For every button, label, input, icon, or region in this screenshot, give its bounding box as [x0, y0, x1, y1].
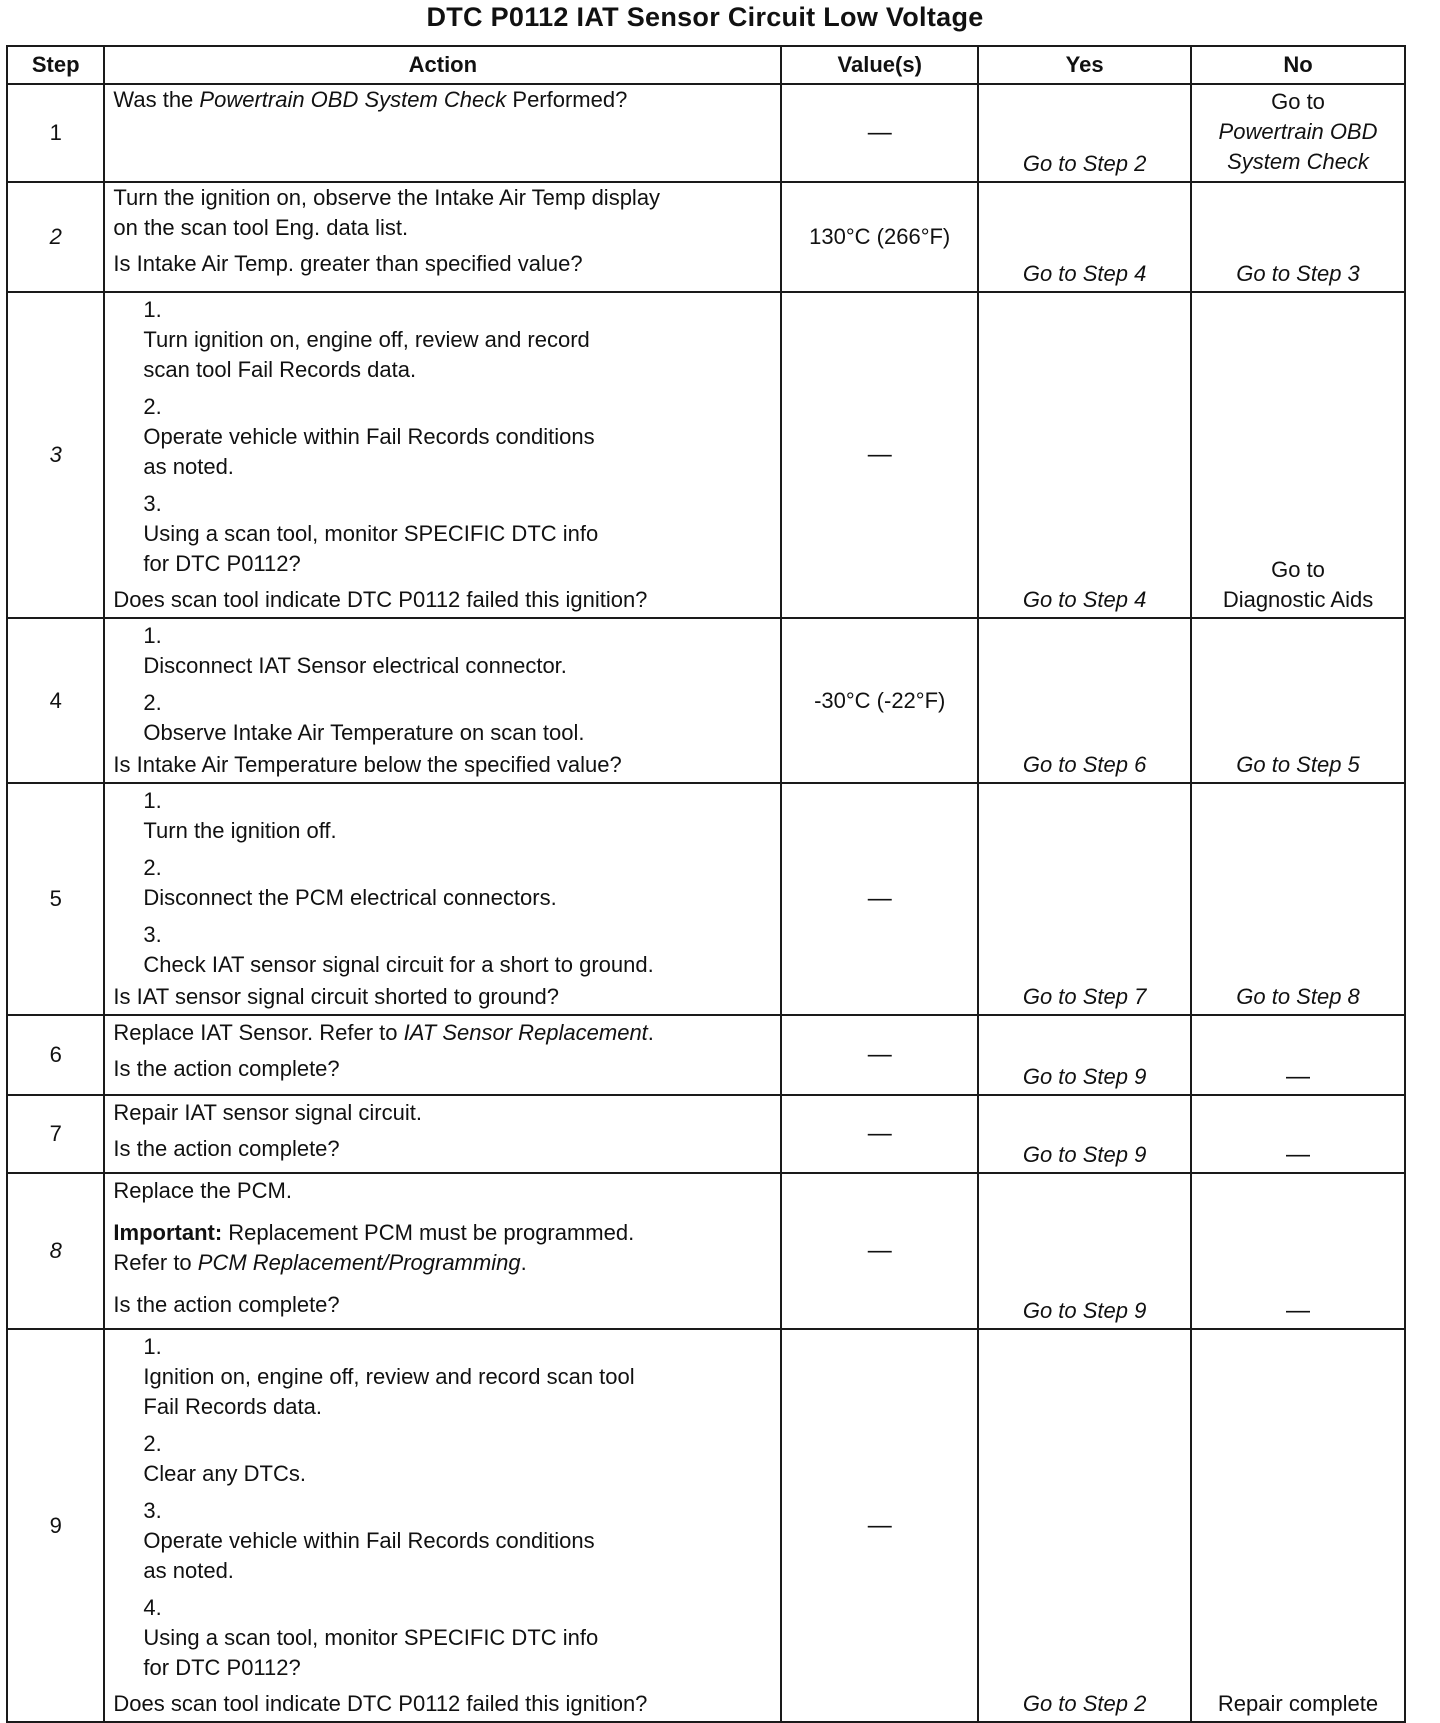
step-number: 8 [7, 1173, 104, 1329]
yes-cell: Go to Step 6 [978, 618, 1191, 783]
table-row [7, 84, 1405, 182]
no-cell: Go to Step 5 [1191, 618, 1405, 783]
table-row [7, 1015, 1405, 1095]
action-cell: 1. Turn the ignition off. 2. Disconnect the PCM electrical connectors. 3. Check IAT sensor signal circuit for a short to ground. Is IAT sensor signal circuit shorted to ground? [104, 783, 781, 1015]
step-number: 4 [7, 618, 104, 783]
value-cell: — [781, 292, 978, 618]
diagnostic-table [6, 45, 1406, 1723]
action-cell: Was the Powertrain OBD System Check Performed? [104, 84, 781, 182]
step-number: 6 [7, 1015, 104, 1095]
header-step: Step [7, 46, 104, 84]
yes-cell: Go to Step 9 [978, 1173, 1191, 1329]
header-no: No [1191, 46, 1405, 84]
no-cell: Go to Diagnostic Aids [1191, 292, 1405, 618]
action-cell: Repair IAT sensor signal circuit. Is the action complete? [104, 1095, 781, 1173]
step-number: 3 [7, 292, 104, 618]
yes-cell: Go to Step 9 [978, 1015, 1191, 1095]
table-row [7, 1095, 1405, 1173]
value-cell: 130°C (266°F) [781, 182, 978, 292]
value-cell: — [781, 1173, 978, 1329]
header-values: Value(s) [781, 46, 978, 84]
table-row [7, 292, 1405, 618]
table-row [7, 182, 1405, 292]
action-cell: Replace the PCM. Important: Replacement PCM must be programmed. Refer to PCM Replacement/Programming. Is the action complete? [104, 1173, 781, 1329]
yes-cell: Go to Step 7 [978, 783, 1191, 1015]
yes-cell: Go to Step 4 [978, 292, 1191, 618]
header-row [7, 46, 1405, 84]
value-cell: — [781, 1015, 978, 1095]
no-cell: Go to Powertrain OBD System Check [1191, 84, 1405, 182]
yes-cell: Go to Step 9 [978, 1095, 1191, 1173]
value-cell: -30°C (-22°F) [781, 618, 978, 783]
yes-cell: Go to Step 4 [978, 182, 1191, 292]
step-number: 1 [7, 84, 104, 182]
page-title: DTC P0112 IAT Sensor Circuit Low Voltage [426, 2, 984, 32]
table-row [7, 1173, 1405, 1329]
action-cell: Replace IAT Sensor. Refer to IAT Sensor Replacement. Is the action complete? [104, 1015, 781, 1095]
table-row [7, 618, 1405, 783]
yes-cell: Go to Step 2 [978, 1329, 1191, 1722]
header-action: Action [104, 46, 781, 84]
value-cell: — [781, 1095, 978, 1173]
action-cell: 1. Disconnect IAT Sensor electrical connector. 2. Observe Intake Air Temperature on scan tool. Is Intake Air Temperature below the specified value? [104, 618, 781, 783]
no-cell: Go to Step 3 [1191, 182, 1405, 292]
no-cell: Go to Step 8 [1191, 783, 1405, 1015]
value-cell: — [781, 1329, 978, 1722]
step-number: 9 [7, 1329, 104, 1722]
table-row [7, 783, 1405, 1015]
step-number: 7 [7, 1095, 104, 1173]
no-cell: — [1191, 1095, 1405, 1173]
no-cell: — [1191, 1173, 1405, 1329]
step-number: 5 [7, 783, 104, 1015]
yes-cell: Go to Step 2 [978, 84, 1191, 182]
table-row [7, 1329, 1405, 1722]
value-cell: — [781, 783, 978, 1015]
action-cell: Turn the ignition on, observe the Intake Air Temp display on the scan tool Eng. data list. Is Intake Air Temp. greater than specified value? [104, 182, 781, 292]
value-cell: — [781, 84, 978, 182]
no-cell: — [1191, 1015, 1405, 1095]
action-cell: 1. Turn ignition on, engine off, review and record scan tool Fail Records data. 2. Operate vehicle within Fail Records conditions as noted. 3. Using a scan tool, monitor SPECIFIC DTC info for DTC P0112? Does scan tool indicate DTC P0112 failed this ignition? [104, 292, 781, 618]
header-yes: Yes [978, 46, 1191, 84]
action-cell: 1. Ignition on, engine off, review and record scan tool Fail Records data. 2. Clear any DTCs. 3. Operate vehicle within Fail Records conditions as noted. 4. Using a scan tool, monitor SPECIFIC DTC info for DTC P0112? Does scan tool indicate DTC P0112 failed this ignition? [104, 1329, 781, 1722]
step-number: 2 [7, 182, 104, 292]
no-cell: Repair complete [1191, 1329, 1405, 1722]
